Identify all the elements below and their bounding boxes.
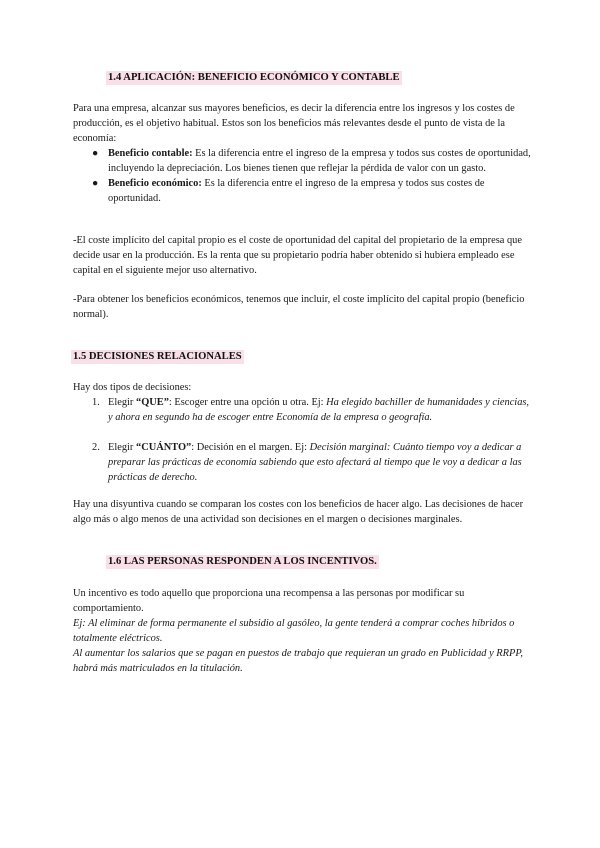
bullet-text: Es la diferencia entre el ingreso de la empresa y todos sus costes de oportunidad, incluyendo la depreciación. Los bienes tienen que reflejar la pérdida de valor con un gasto. xyxy=(108,148,531,174)
benefit-list xyxy=(92,146,532,206)
item-prefix: Elegir xyxy=(108,442,136,453)
section-14-note-1: -El coste implícito del capital propio es el coste de oportunidad del capital del propietario de la empresa que decide usar en la producción. Es la renta que su propietario podría haber obtenido si hubiera empleado ese capital en el siguiente mejor uso alternativo. xyxy=(73,235,522,276)
item-term: “CUÁNTO” xyxy=(136,442,192,453)
item-text: : Decisión en el margen. Ej: xyxy=(191,442,310,453)
bullet-term: Beneficio económico: xyxy=(108,178,202,189)
list-item xyxy=(92,440,532,485)
section-16-title: 1.6 LAS PERSONAS RESPONDEN A LOS INCENTIVOS. xyxy=(108,556,377,567)
item-example: Ha elegido bachiller de humanidades y ciencias, y ahora en segundo ha de escoger entre Economía de la empresa o geografía. xyxy=(108,397,530,423)
section-15-closing: Hay una disyuntiva cuando se comparan los costes con los beneficios de hacer algo. Las decisiones de hacer algo más o algo menos de una actividad son decisiones en el margen o decisiones marginales. xyxy=(73,499,524,525)
list-item xyxy=(92,146,532,176)
bullet-icon: ● xyxy=(92,178,99,189)
section-16-example-1 xyxy=(73,616,531,646)
example-text: Al aumentar los salarios que se pagan en puestos de trabajo que requieran un grado en Publicidad y RRPP, habrá más matriculados en la titulación. xyxy=(73,648,523,674)
item-prefix: Elegir xyxy=(108,397,136,408)
bullet-term: Beneficio contable: xyxy=(108,148,193,159)
section-14-title: 1.4 APLICACIÓN: BENEFICIO ECONÓMICO Y CONTABLE xyxy=(108,72,400,83)
item-example: Decisión marginal: Cuánto tiempo voy a dedicar a preparar las prácticas de economía sabiendo que esto afectará al tiempo que le voy a dedicar a las prácticas de derecho. xyxy=(108,442,522,483)
section-16-example-2 xyxy=(73,646,531,676)
bullet-icon: ● xyxy=(92,148,99,159)
bullet-text: Es la diferencia entre el ingreso de la empresa y todos sus costes de oportunidad. xyxy=(108,178,485,204)
item-term: “QUE” xyxy=(136,397,169,408)
section-15-title: 1.5 DECISIONES RELACIONALES xyxy=(73,351,242,362)
item-number: 2. xyxy=(92,442,100,453)
section-14-note-2: -Para obtener los beneficios económicos, tenemos que incluir, el coste implícito del capital propio (beneficio normal). xyxy=(73,294,525,320)
item-number: 1. xyxy=(92,397,100,408)
list-item xyxy=(92,176,532,206)
section-16-intro: Un incentivo es todo aquello que proporciona una recompensa a las personas por modificar su comportamiento. xyxy=(73,588,465,614)
section-14-intro: Para una empresa, alcanzar sus mayores beneficios, es decir la diferencia entre los ingresos y los costes de producción, es el objetivo habitual. Estos son los beneficios más relevantes desde el punto de vista de la economía: xyxy=(73,103,515,144)
item-text: : Escoger entre una opción u otra. Ej: xyxy=(168,397,327,408)
section-15-intro: Hay dos tipos de decisiones: xyxy=(73,382,192,393)
list-item xyxy=(92,395,532,425)
decision-list xyxy=(92,395,532,485)
example-text: Ej: Al eliminar de forma permanente el subsidio al gasóleo, la gente tenderá a comprar coches híbridos o totalmente eléctricos. xyxy=(73,618,515,644)
